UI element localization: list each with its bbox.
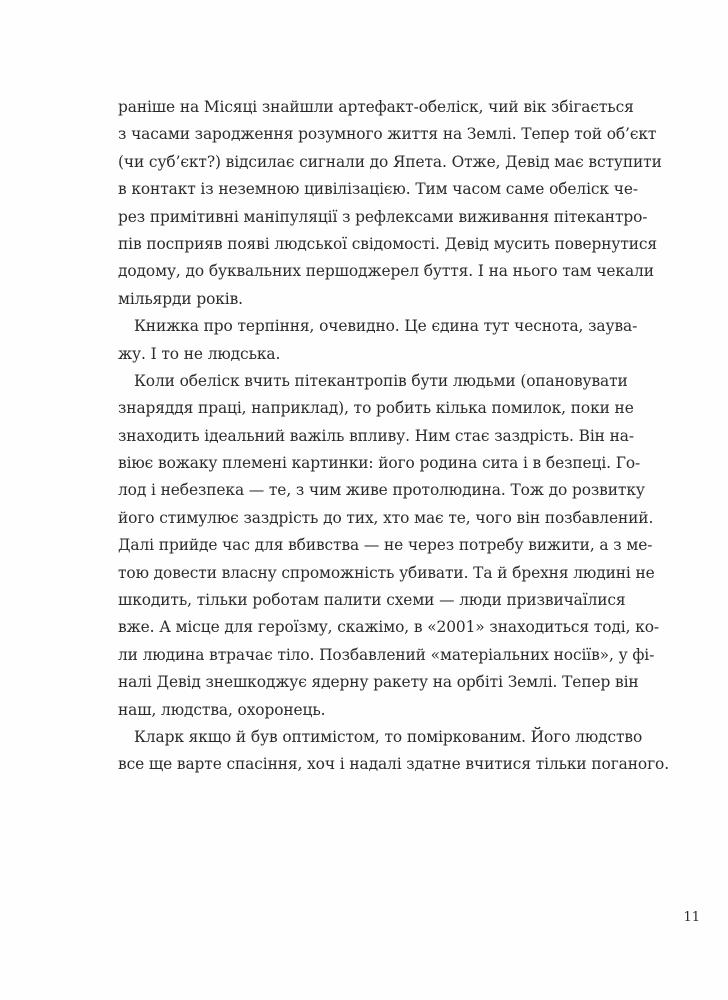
text-line: Далі прийде час для вбивства — не через потребу вижити, а з ме-: [118, 536, 653, 555]
text-line: шкодить, тільки роботам палити схеми — люди призвичаїлися: [118, 591, 626, 610]
text-line: мільярди років.: [118, 289, 243, 308]
text-line: раніше на Місяці знайшли артефакт-обеліск, чий вік збігається: [118, 98, 634, 116]
text-line: жу. І то не людська.: [118, 344, 281, 363]
text-line: знаходить ідеальний важіль впливу. Ним стає заздрість. Він на-: [118, 426, 634, 445]
text-line: знаряддя праці, наприклад), то робить кілька помилок, поки не: [118, 399, 634, 418]
text-line: додому, до буквальних першоджерел буття. І на нього там чекали: [118, 262, 654, 281]
text-line: Кларк якщо й був оптимістом, то поміркованим. Його людство: [134, 727, 643, 746]
text-line: лод і небезпека — те, з чим живе протолюдина. Тож до розвитку: [118, 481, 645, 500]
text-line: його стимулює заздрість до тих, хто має те, чого він позбавлений.: [118, 508, 654, 527]
text-line: тою довести власну спроможність убивати. Та й брехня людині не: [118, 563, 655, 582]
text-line: (чи суб’єкт?) відсилає сигнали до Япета. Отже, Девід має вступити: [118, 152, 662, 171]
text-line: налі Девід знешкоджує ядерну ракету на орбіті Землі. Тепер він: [118, 673, 639, 692]
text-line: Книжка про терпіння, очевидно. Це єдина тут чеснота, заува-: [134, 317, 638, 336]
text-line: ли людина втрачає тіло. Позбавлений «матеріальних носіїв», у фі-: [118, 645, 655, 664]
body-text: [118, 94, 669, 779]
text-line: Коли обеліск вчить пітекантропів бути людьми (опановувати: [134, 371, 628, 390]
text-line: в контакт із неземною цивілізацією. Тим часом саме обеліск че-: [118, 180, 638, 199]
text-line: наш, людства, охоронець.: [118, 700, 326, 719]
page-number: 11: [683, 910, 700, 925]
text-line: рез примітивні маніпуляції з рефлексами виживання пітекантро-: [118, 207, 648, 226]
text-line: все ще варте спасіння, хоч і надалі здатне вчитися тільки поганого.: [118, 755, 669, 774]
text-line: вже. А місце для героїзму, скажімо, в «2001» знаходиться тоді, ко-: [118, 618, 659, 637]
text-line: з часами зародження розумного життя на Землі. Тепер той об’єкт: [118, 125, 657, 144]
text-line: віює вожаку племені картинки: його родина сита і в безпеці. Го-: [118, 454, 641, 473]
text-line: пів посприяв появі людської свідомості. Девід мусить повернутися: [118, 234, 658, 253]
